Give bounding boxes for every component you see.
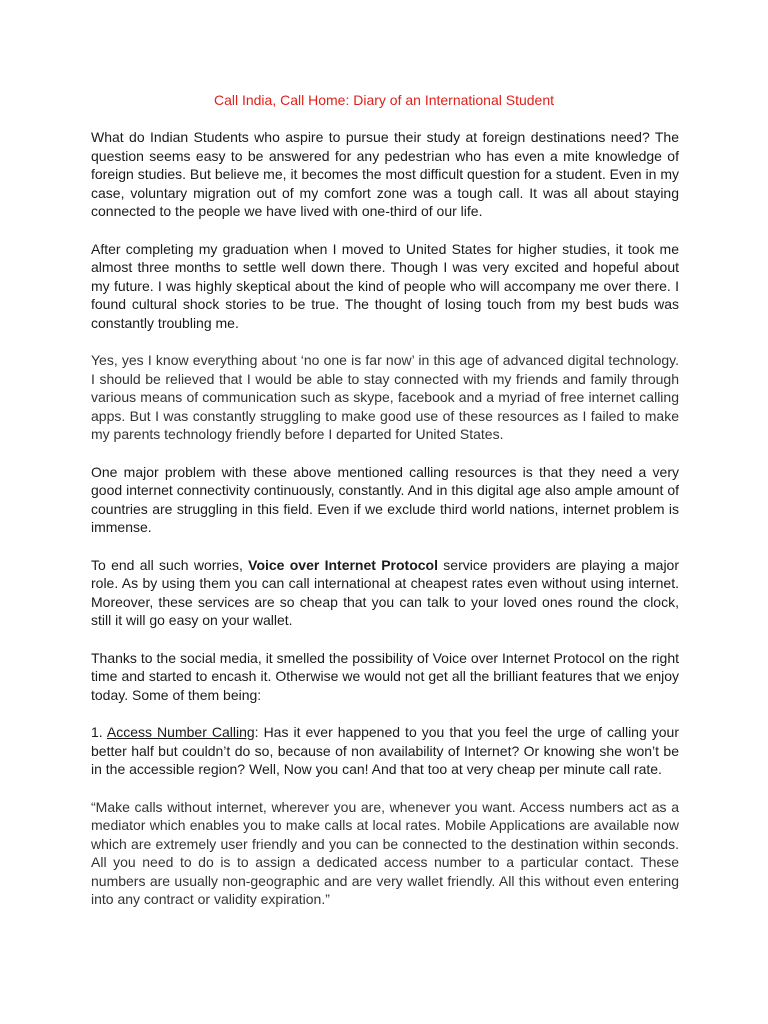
voip-rest-text: service providers are playing a major role. As by using them you can call international at cheapest rates even without using internet. Moreover, these services are so cheap that you can talk to your loved ones round the clock, still it will go easy on your wallet. xyxy=(91,556,680,628)
paragraph-access-number xyxy=(91,723,679,779)
list-number: 1. xyxy=(91,724,107,740)
paragraph-graduation: After completing my graduation when I moved to United States for higher studies, it took me almost three months to settle well down there. Though I was very excited and hopeful about my future. I was highly skeptical about the kind of people who will accompany me over there. I found cultural shock stories to be true. The thought of losing touch from my best buds was constantly troubling me. xyxy=(91,240,679,331)
paragraph-voip xyxy=(91,556,679,630)
access-number-calling-link[interactable]: Access Number Calling xyxy=(106,724,255,740)
document-title: Call India, Call Home: Diary of an International Student xyxy=(213,92,555,108)
voip-bold-term: Voice over Internet Protocol xyxy=(248,556,438,573)
paragraph-social-media: Thanks to the social media, it smelled the possibility of Voice over Internet Protocol on the right time and started to encash it. Otherwise we would not get all the brilliant features that we enjoy today. Some of them being: xyxy=(91,649,679,703)
paragraph-intro: What do Indian Students who aspire to pursue their study at foreign destinations need? The question seems easy to be answered for any pedestrian who has even a mite knowledge of foreign studies. But believe me, it becomes the most difficult question for a student. Even in my case, voluntary migration out of my comfort zone was a tough call. It was all about staying connected to the people we have lived with one-third of our life. xyxy=(91,129,679,219)
paragraph-connectivity-problem: One major problem with these above mentioned calling resources is that they need a very good internet connectivity continuously, constantly. And in this digital age also ample amount of countries are struggling in this field. Even if we exclude third world nations, internet problem is immense. xyxy=(91,463,679,535)
voip-intro-text: To end all such worries, xyxy=(91,556,249,573)
access-number-text: : Has it ever happened to you that you feel the urge of calling your better half but couldn’t do so, because of non availability of Internet? Or knowing she won’t be in the accessible region? Well, Now you can! And that too at very cheap per minute call rate. xyxy=(91,724,679,777)
paragraph-digital-technology: Yes, yes I know everything about ‘no one is far now’ in this age of advanced digital technology. I should be relieved that I would be able to stay connected with my friends and family through various means of communication such as skype, facebook and a myriad of free internet calling apps. But I was constantly struggling to make good use of these resources as I failed to make my parents technology friendly before I departed for United States. xyxy=(91,352,679,442)
document-body xyxy=(91,128,679,928)
paragraph-quote: “Make calls without internet, wherever you are, whenever you want. Access numbers act as a mediator which enables you to make calls at local rates. Mobile Applications are available now which are extremely user friendly and you can be connected to the destination within seconds. All you need to do is to assign a dedicated access number to a particular contact. These numbers are usually non-geographic and are very wallet friendly. All this without even entering into any contract or validity expiration.” xyxy=(91,798,679,907)
